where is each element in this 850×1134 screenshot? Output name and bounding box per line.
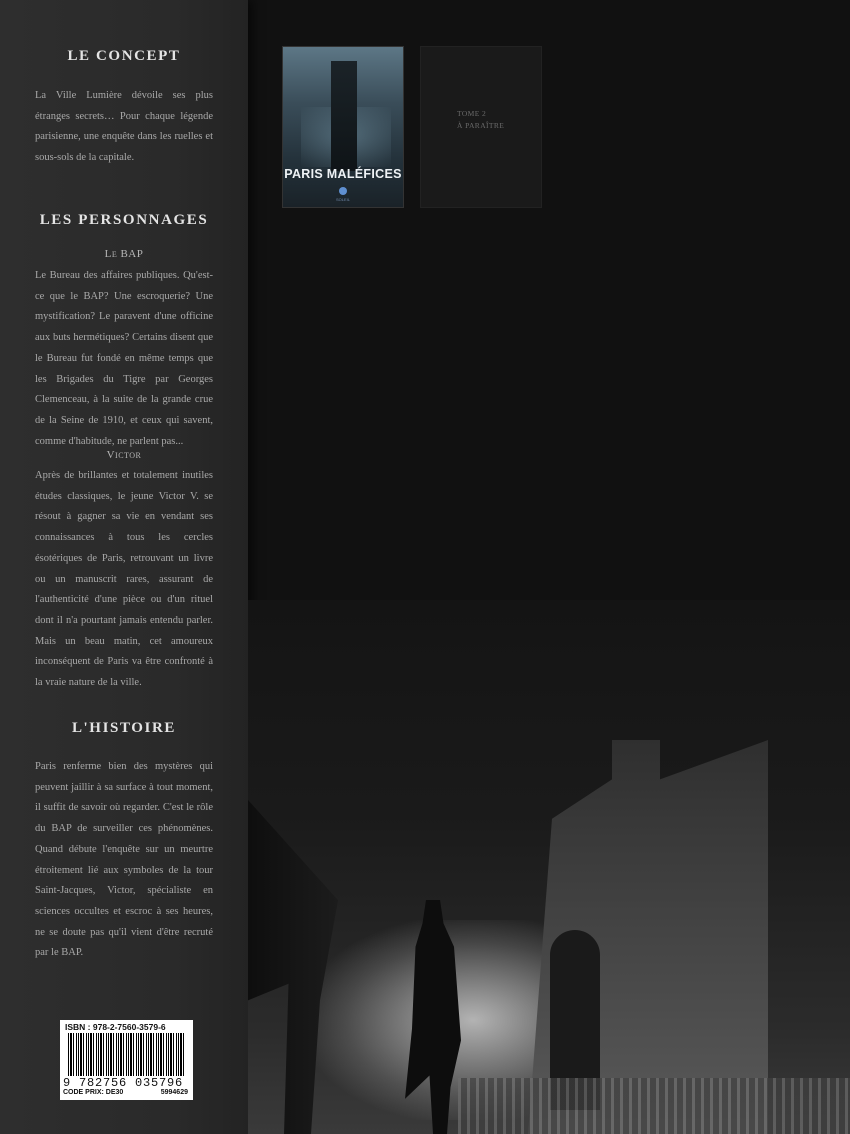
internal-code: 5994629 (160, 1089, 188, 1096)
histoire-title: L'HISTOIRE (71, 720, 177, 736)
concept-text: La Ville Lumière dévoile ses plus étranges secrets… Pour chaque légende parisienne, une enquête dans les ruelles et sous-sols de la capitale. (35, 90, 213, 164)
victor-heading: Victor (106, 449, 142, 461)
tome1-title: PARIS MALÉFICES (284, 167, 402, 181)
tower-silhouette (331, 61, 357, 171)
price-code: CODE PRIX: DE30 (63, 1089, 124, 1096)
victor-text: Après de brillantes et totalement inutiles études classiques, le jeune Victor V. se résout à gagner sa vie en vendant ses connaissances à tous les cercles ésotériques de Paris, retrouvant un livre ou un manuscrit rares, assurant de l'authenticité d'une pièce ou d'un rituel dont il n'a pourtant jamais entendu parler. Mais un beau matin, cet amoureux inconséquent de Paris va être confronté à la vraie nature de la ville. (35, 470, 213, 689)
tome2-label: TOME 2 (457, 109, 487, 118)
text-column (0, 0, 248, 1134)
personnages-title: LES PERSONNAGES (39, 212, 209, 228)
bap-heading: Le BAP (104, 248, 144, 260)
isbn-text: ISBN : 978-2-7560-3579-6 (65, 1022, 166, 1032)
bap-text: Le Bureau des affaires publiques. Qu'est-ce que le BAP? Une escroquerie? Une mystification? Le paravent d'une officine aux buts hermétiques? Certains disent que le Bureau fut fondé en même temps que les Brigades du Tigre par Georges Clemenceau, à la suite de la grande crue de la Seine de 1910, et ceux qui savent, comme d'habitude, ne parlent pas... (35, 270, 213, 447)
tome1-cover-thumbnail (282, 46, 404, 208)
tome2-placeholder-thumbnail (420, 46, 542, 208)
barcode-label (60, 1020, 193, 1100)
tome2-status: À PARAÎTRE (457, 121, 505, 130)
ean-number: 9 782756 035796 (63, 1076, 184, 1090)
histoire-text: Paris renferme bien des mystères qui peuvent jaillir à sa surface à tout moment, il suffit de savoir où regarder. C'est le rôle du BAP de surveiller ces phénomènes. Quand débute l'enquête sur un meurtre étroitement lié aux symboles de la tour Saint-Jacques, Victor, spécialiste en sciences occultes et escroc à ses heures, ne se doute pas qu'il vient d'être recruté par le BAP. (35, 761, 213, 959)
barcode-bars (68, 1033, 186, 1076)
cover-illustration (248, 600, 850, 1134)
illustration-railing (458, 1078, 850, 1134)
concept-title: LE CONCEPT (67, 48, 181, 64)
publisher-logo-icon (339, 187, 347, 195)
tome1-publisher: SOLEIL (335, 197, 350, 202)
